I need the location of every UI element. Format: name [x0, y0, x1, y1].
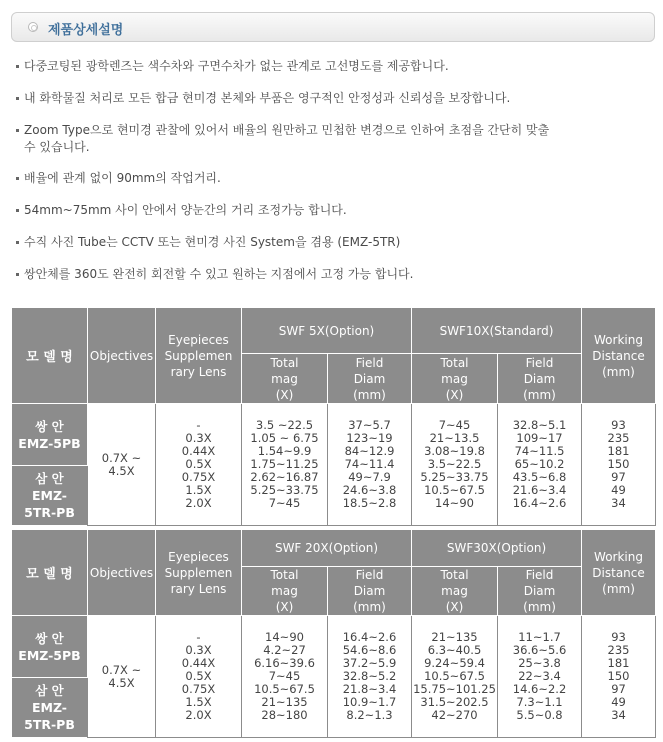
field-diam-header-line: Field: [355, 355, 384, 370]
eyepiece-group-header: SWF 5X(Option): [242, 308, 412, 354]
field-diam-header-line: Field: [525, 355, 554, 370]
field-diam-values-line: 109~17: [516, 431, 563, 445]
objectives-header: Objectives: [88, 530, 156, 616]
field-diam-header-line: Field: [525, 568, 554, 582]
field-diam-header-line: Diam: [353, 584, 386, 598]
total-mag-header: [242, 354, 328, 404]
field-diam-values-line: 16.4~2.6: [512, 496, 567, 510]
model-name-line: 삼 안: [35, 471, 64, 486]
eyepieces-header-line: Eyepieces: [168, 332, 229, 347]
total-mag-values-line: 10.5~67.5: [424, 483, 485, 497]
eyepieces-header-line: Supplemen: [164, 348, 233, 363]
field-diam-values-line: 84~12.9: [344, 444, 395, 458]
working-distance-header-line: Distance: [592, 348, 645, 363]
eyepiece-values-line: 0.3X: [185, 643, 212, 657]
field-diam-header-line: Field: [355, 568, 384, 582]
working-distance-header: [582, 308, 656, 404]
feature-item: [16, 90, 576, 107]
feature-text: 내 화학물질 처리로 모든 합금 현미경 본체와 부품은 영구적인 안정성과 신뢰성을 보장합니다.: [24, 91, 511, 105]
total-mag-values-line: 9.24~59.4: [424, 656, 485, 670]
field-diam-header: [328, 354, 412, 404]
eyepiece-values-line: 0.44X: [181, 444, 216, 458]
working-distance-values-line: 235: [607, 431, 630, 445]
field-diam-values-line: 54.6~8.6: [342, 643, 397, 657]
eyepiece-values-line: 0.5X: [185, 457, 212, 471]
field-diam-values-line: 74~11.4: [344, 457, 395, 471]
total-mag-values-line: 3.5~22.5: [427, 457, 482, 471]
model-name-line: 쌍 안: [35, 630, 64, 646]
field-diam-values-line: 43.5~6.8: [512, 470, 567, 484]
total-mag-values-line: 5.25~33.75: [250, 483, 319, 497]
eyepiece-group-header: SWF30X(Option): [412, 530, 582, 567]
total-mag-values-line: 7~45: [438, 418, 471, 432]
objectives-range-line: 0.7X ~: [101, 662, 142, 677]
total-mag-header-line: mag: [441, 584, 468, 598]
total-mag-values-line: 1.05 ~ 6.75: [250, 431, 319, 445]
section-title-bar: [11, 12, 655, 42]
feature-item: [16, 202, 576, 219]
feature-item: [16, 234, 576, 251]
total-mag-values-line: 14~90: [265, 630, 304, 644]
total-mag-header-line: (X): [275, 387, 294, 402]
model-name-line: 쌍 안: [35, 418, 64, 434]
working-distance-values-line: 97: [611, 682, 626, 696]
field-diam-header-line: Diam: [523, 371, 556, 386]
eyepieces-header: [156, 308, 242, 404]
eyepiece-values: [156, 616, 242, 738]
spec-table: [11, 307, 656, 526]
field-diam-values-line: 36.6~5.6: [512, 643, 567, 657]
working-distance-values-line: 34: [611, 496, 626, 510]
eyepiece-values: [156, 404, 242, 526]
field-diam-header-line: (mm): [523, 387, 556, 402]
total-mag-values-line: 6.3~40.5: [427, 643, 482, 657]
total-mag-header-line: Total: [440, 568, 469, 582]
eyepiece-values-line: -: [196, 630, 201, 644]
field-diam-values-line: 32.8~5.1: [512, 418, 567, 432]
working-distance-values: [582, 616, 656, 738]
field-diam-header-line: (mm): [523, 600, 556, 614]
field-diam-values-line: 25~3.8: [518, 656, 561, 670]
working-distance-header-line: Working: [594, 549, 643, 564]
total-mag-values-line: 21~135: [431, 630, 478, 644]
total-mag-header: [412, 354, 498, 404]
field-diam-values: [498, 404, 582, 526]
total-mag-values: [412, 616, 498, 738]
total-mag-header-line: Total: [270, 355, 299, 370]
field-diam-values-line: 5.5~0.8: [516, 708, 563, 722]
field-diam-values-line: 123~19: [346, 431, 393, 445]
feature-item: [16, 266, 576, 283]
field-diam-values-line: 14.6~2.2: [512, 682, 567, 696]
field-diam-values: [328, 616, 412, 738]
working-distance-values-line: 181: [607, 444, 630, 458]
objectives-range: [88, 404, 156, 526]
eyepiece-values-line: 0.75X: [181, 470, 216, 484]
field-diam-header-line: (mm): [353, 387, 386, 402]
objectives-range: [88, 616, 156, 738]
objectives-range-line: 4.5X: [108, 675, 135, 690]
field-diam-values-line: 21.8~3.4: [342, 682, 397, 696]
total-mag-values-line: 3.08~19.8: [424, 444, 485, 458]
total-mag-values-line: 10.5~67.5: [254, 682, 315, 696]
working-distance-values-line: 49: [611, 483, 626, 497]
total-mag-values-line: 6.16~39.6: [254, 656, 315, 670]
total-mag-header-line: mag: [441, 371, 468, 386]
total-mag-header-line: Total: [270, 568, 299, 582]
total-mag-header: [242, 567, 328, 616]
eyepiece-values-line: 0.44X: [181, 656, 216, 670]
feature-item: [16, 122, 576, 156]
eyepieces-header-line: rary Lens: [170, 364, 227, 379]
feature-text: 수 있습니다.: [24, 140, 90, 154]
feature-text: 다중코팅된 광학렌즈는 색수차와 구면수차가 없는 관계로 고선명도를 제공합니다.: [24, 59, 449, 73]
field-diam-values-line: 8.2~1.3: [346, 708, 393, 722]
eyepiece-values-line: -: [196, 418, 201, 432]
eyepiece-values-line: 2.0X: [185, 708, 212, 722]
field-diam-values-line: 16.4~2.6: [342, 630, 397, 644]
section-title: 제품상세설명: [48, 23, 124, 38]
working-distance-values-line: 97: [611, 470, 626, 484]
objectives-header: Objectives: [88, 308, 156, 404]
working-distance-values-line: 34: [611, 708, 626, 722]
objectives-range-line: 0.7X ~: [101, 450, 142, 465]
total-mag-header-line: mag: [271, 584, 298, 598]
field-diam-values-line: 7.3~1.1: [516, 695, 563, 709]
field-diam-values-line: 49~7.9: [348, 470, 391, 484]
field-diam-values-line: 22~3.4: [518, 669, 561, 683]
working-distance-header: [582, 530, 656, 616]
total-mag-values-line: 31.5~202.5: [420, 695, 489, 709]
field-diam-values: [498, 616, 582, 738]
model-header: 모 델 명: [12, 530, 88, 616]
model-name-line: 5TR-PB: [24, 505, 75, 520]
eyepiece-values-line: 1.5X: [185, 483, 212, 497]
total-mag-values-line: 5.25~33.75: [420, 470, 489, 484]
model-name: [12, 616, 88, 678]
working-distance-header-line: Working: [594, 332, 643, 347]
field-diam-header-line: (mm): [353, 600, 386, 614]
working-distance-values-line: 93: [611, 630, 626, 644]
eyepiece-values-line: 0.75X: [181, 682, 216, 696]
working-distance-header-line: (mm): [602, 581, 635, 596]
total-mag-values-line: 1.75~11.25: [250, 457, 319, 471]
feature-text: Zoom Type으로 현미경 관찰에 있어서 배율의 원만하고 민첩한 변경으로 인하여 초점을 간단히 맞출: [24, 123, 550, 137]
working-distance-values-line: 181: [607, 656, 630, 670]
total-mag-values: [242, 616, 328, 738]
total-mag-values: [242, 404, 328, 526]
field-diam-header-line: Diam: [353, 371, 386, 386]
field-diam-values-line: 24.6~3.8: [342, 483, 397, 497]
total-mag-header-line: mag: [271, 371, 298, 386]
model-name-line: 5TR-PB: [24, 717, 75, 732]
field-diam-values-line: 74~11.5: [514, 444, 565, 458]
total-mag-values-line: 15.75~101.25: [413, 682, 496, 696]
field-diam-values-line: 21.6~3.4: [512, 483, 567, 497]
working-distance-values-line: 150: [607, 457, 630, 471]
model-name-line: EMZ-5PB: [18, 647, 81, 663]
total-mag-values-line: 2.62~16.87: [250, 470, 319, 484]
eyepieces-header-line: Eyepieces: [168, 549, 229, 564]
eyepiece-values-line: 1.5X: [185, 695, 212, 709]
field-diam-header: [328, 567, 412, 616]
eyepiece-values-line: 0.3X: [185, 431, 212, 445]
field-diam-header: [498, 567, 582, 616]
field-diam-header-line: Diam: [523, 584, 556, 598]
eyepiece-values-line: 2.0X: [185, 496, 212, 510]
eyepiece-group-header: SWF10X(Standard): [412, 308, 582, 354]
working-distance-header-line: Distance: [592, 565, 645, 580]
total-mag-values-line: 4.2~27: [263, 643, 306, 657]
total-mag-values-line: 21~135: [261, 695, 308, 709]
field-diam-values-line: 37~5.7: [348, 418, 391, 432]
working-distance-values-line: 93: [611, 418, 626, 432]
total-mag-values-line: 14~90: [435, 496, 474, 510]
total-mag-values-line: 7~45: [268, 669, 301, 683]
field-diam-values: [328, 404, 412, 526]
working-distance-values-line: 235: [607, 643, 630, 657]
total-mag-header-line: (X): [445, 387, 464, 402]
total-mag-header: [412, 567, 498, 616]
eyepiece-group-header: SWF 20X(Option): [242, 530, 412, 567]
feature-text: 배율에 관계 없이 90mm의 작업거리.: [24, 171, 221, 185]
field-diam-values-line: 32.8~5.2: [342, 669, 397, 683]
model-name: [12, 678, 88, 738]
feature-text: 54mm~75mm 사이 안에서 양눈간의 거리 조정가능 합니다.: [24, 203, 347, 217]
eyepieces-header-line: Supplemen: [164, 565, 233, 580]
eyepieces-header-line: rary Lens: [170, 581, 227, 596]
spec-table: [11, 529, 656, 738]
total-mag-values-line: 10.5~67.5: [424, 669, 485, 683]
field-diam-values-line: 11~1.7: [518, 630, 561, 644]
model-header: 모 델 명: [12, 308, 88, 404]
field-diam-values-line: 10.9~1.7: [342, 695, 397, 709]
circle-bullet-icon: [28, 22, 38, 32]
working-distance-values: [582, 404, 656, 526]
feature-text: 쌍안체를 360도 완전히 회전할 수 있고 원하는 지점에서 고정 가능 합니다.: [24, 267, 414, 281]
total-mag-header-line: (X): [445, 600, 464, 614]
model-name-line: EMZ-5PB: [18, 435, 81, 451]
field-diam-values-line: 37.2~5.9: [342, 656, 397, 670]
total-mag-values-line: 1.54~9.9: [257, 444, 312, 458]
total-mag-values: [412, 404, 498, 526]
model-name-line: EMZ-: [31, 488, 67, 503]
total-mag-values-line: 42~270: [431, 708, 478, 722]
total-mag-values-line: 28~180: [261, 708, 308, 722]
model-name-line: EMZ-: [31, 700, 67, 715]
working-distance-header-line: (mm): [602, 364, 635, 379]
total-mag-values-line: 7~45: [268, 496, 301, 510]
feature-item: [16, 170, 576, 187]
working-distance-values-line: 150: [607, 669, 630, 683]
working-distance-values-line: 49: [611, 695, 626, 709]
model-name: [12, 466, 88, 526]
total-mag-values-line: 21~13.5: [429, 431, 480, 445]
field-diam-header: [498, 354, 582, 404]
feature-item: [16, 58, 576, 75]
model-name: [12, 404, 88, 466]
total-mag-values-line: 3.5 ~22.5: [255, 418, 314, 432]
eyepieces-header: [156, 530, 242, 616]
total-mag-header-line: (X): [275, 600, 294, 614]
eyepiece-values-line: 0.5X: [185, 669, 212, 683]
feature-text: 수직 사진 Tube는 CCTV 또는 현미경 사진 System을 겸용 (EMZ-5TR): [24, 235, 401, 249]
field-diam-values-line: 18.5~2.8: [342, 496, 397, 510]
total-mag-header-line: Total: [440, 355, 469, 370]
model-name-line: 삼 안: [35, 683, 64, 698]
field-diam-values-line: 65~10.2: [514, 457, 565, 471]
objectives-range-line: 4.5X: [108, 463, 135, 478]
